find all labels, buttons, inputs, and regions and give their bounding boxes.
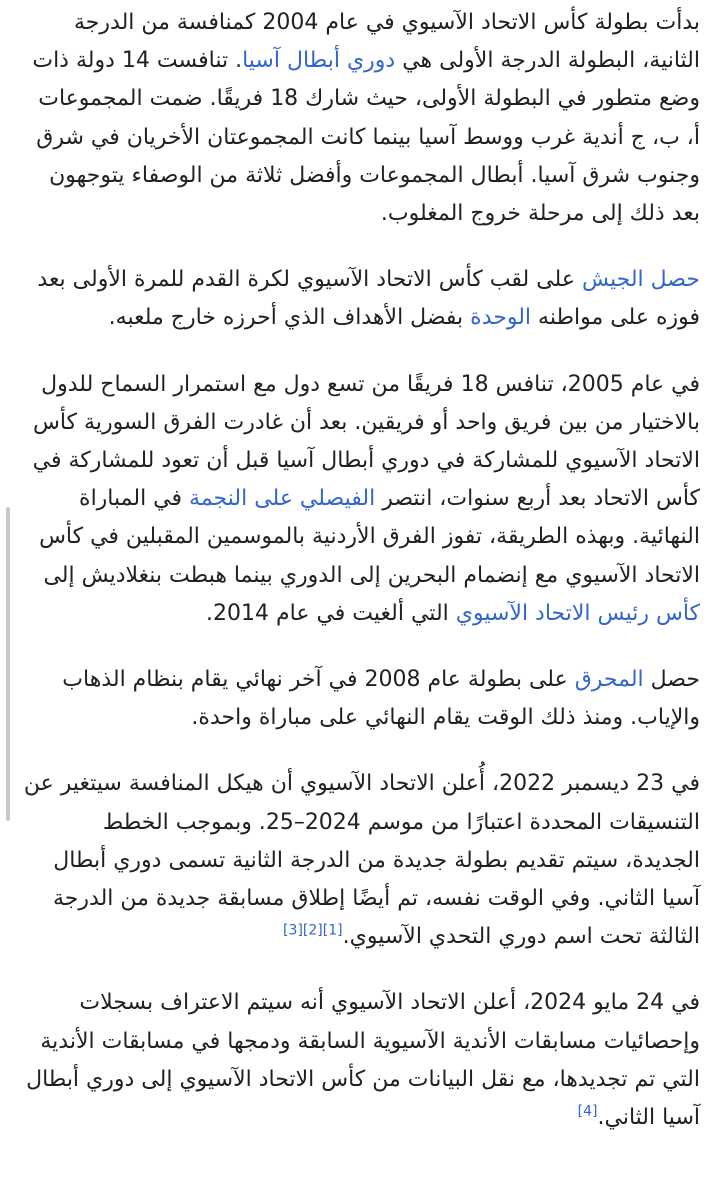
paragraph-text: بفضل الأهداف الذي أحرزه خارج ملعبه. (108, 305, 471, 331)
link-afc-presidents-cup[interactable]: كأس رئيس الاتحاد الآسيوي (455, 600, 700, 626)
link-afc-champions-league[interactable]: دوري أبطال آسيا (242, 48, 396, 74)
paragraph-first-winner (22, 261, 700, 337)
paragraph-text: على بطولة عام 2008 في آخر نهائي يقام بنظام الذهاب والإياب. ومنذ ذلك الوقت يقام النهائي على مباراة واحدة. (62, 667, 700, 731)
citation-link-3[interactable]: [3] (283, 922, 303, 939)
paragraph-text: التي ألغيت في عام 2014. (206, 600, 456, 626)
scrollbar-thumb[interactable] (6, 507, 10, 821)
link-al-faisaly-vs-al-nejmeh[interactable]: الفيصلي على النجمة (189, 486, 376, 512)
citation-link-2[interactable]: [2] (302, 922, 323, 939)
paragraph-2022-restructure (22, 765, 700, 956)
link-al-jaish[interactable]: حصل الجيش (581, 267, 700, 293)
paragraph-text: في المباراة النهائية. وبهذه الطريقة، تفوز الفرق الأردنية بالموسمين المقبلين في كأس الاتحاد الآسيوي مع إنضمام البحرين إلى الدوري بينما هبطت بنغلاديش إلى (39, 486, 700, 588)
paragraph-2024-records (22, 984, 700, 1137)
paragraph-text: حصل (643, 667, 700, 693)
paragraph-text: . تنافست 14 دولة ذات وضع متطور في البطولة الأولى، حيث شارك 18 فريقًا. ضمت المجموعات أ، ب، ج أندية غرب ووسط آسيا بينما كانت المجموعتان الأخريان في شرق وجنوب شرق آسيا. أبطال المجموعات وأفضل ثلاثة من الوصفاء يتوجهون بعد ذلك إلى مرحلة خروج المغلوب. (32, 48, 700, 227)
citation-link-4[interactable]: [4] (577, 1103, 598, 1120)
paragraph-text: في 23 ديسمبر 2022، أُعلن الاتحاد الآسيوي أن هيكل المنافسة سيتغير عن التنسيقات المحددة اعتبارًا من موسم 2024–25. وبموجب الخطط الجديدة، سيتم تقديم بطولة جديدة من الدرجة الثانية تسمى دوري أبطال آسيا الثاني. وفي الوقت نفسه، تم أيضًا إطلاق مسابقة جديدة من الدرجة الثالثة تحت اسم دوري التحدي الآسيوي. (23, 771, 700, 950)
paragraph-2008-final (22, 661, 700, 737)
paragraph-text: على لقب كأس الاتحاد الآسيوي لكرة القدم للمرة الأولى بعد فوزه على مواطنه (37, 267, 700, 331)
link-al-wahda[interactable]: الوحدة (470, 305, 532, 331)
link-al-muharraq[interactable]: المحرق (574, 667, 644, 693)
paragraph-2005-season (22, 366, 700, 633)
paragraph-text: في عام 2005، تنافس 18 فريقًا من تسع دول مع استمرار السماح للدول بالاختيار من بين فريق واحد أو فريقين. بعد أن غادرت الفرق السورية كأس الاتحاد الآسيوي للمشاركة في دوري أبطال آسيا قبل أن تعود للمشاركة في كأس الاتحاد بعد أربع سنوات، انتصر (32, 371, 700, 512)
citation-link-1[interactable]: [1] (322, 922, 343, 939)
paragraph-text: بدأت بطولة كأس الاتحاد الآسيوي في عام 2004 كمنافسة من الدرجة الثانية، البطولة الدرجة الأولى هي (74, 10, 700, 74)
paragraph-history-2004 (22, 4, 700, 233)
paragraph-text: في 24 مايو 2024، أعلن الاتحاد الآسيوي أنه سيتم الاعتراف بسجلات وإحصائيات مسابقات الأندية الآسيوية السابقة ودمجها في مسابقات الأندية التي تم تجديدها، مع نقل البيانات من كأس الاتحاد الآسيوي إلى دوري أبطال آسيا الثاني. (26, 990, 700, 1131)
